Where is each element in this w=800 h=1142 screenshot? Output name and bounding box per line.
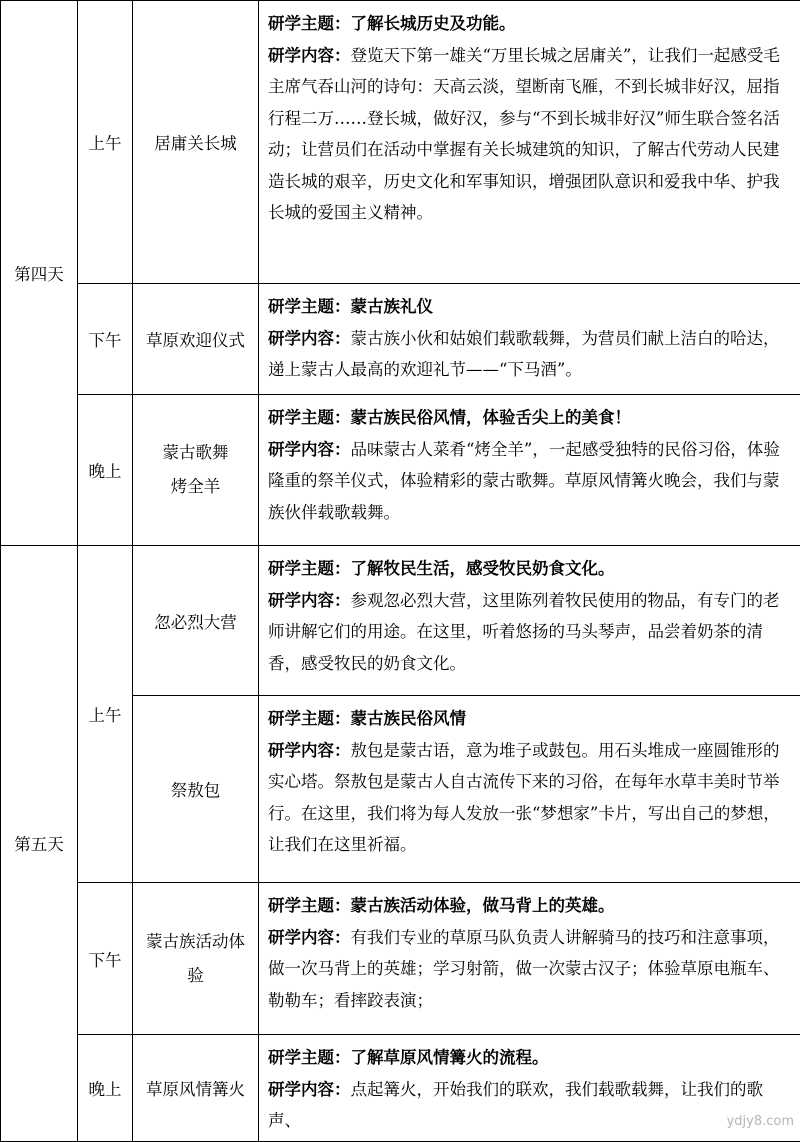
place-line-2: 验 (133, 959, 258, 993)
place-cell: 祭敖包 (133, 696, 259, 883)
theme-text: 了解长城历史及功能。 (351, 14, 516, 33)
table-row (1, 883, 800, 1035)
content-cell (259, 1035, 800, 1142)
place-cell (133, 395, 259, 546)
place-line-1: 蒙古歌舞 (133, 436, 258, 470)
content-label: 研学内容： (268, 46, 351, 65)
content-text: 品味蒙古人菜肴“烤全羊”，一起感受独特的民俗习俗，体验隆重的祭羊仪式，体验精彩的蒙古歌舞。草原风情篝火晚会，我们与蒙族伙伴载歌载舞。 (268, 440, 780, 522)
time-cell: 上午 (78, 546, 133, 883)
theme-label: 研学主题： (268, 14, 351, 33)
theme-label: 研学主题： (268, 709, 351, 728)
theme-label: 研学主题： (268, 297, 351, 316)
theme-label: 研学主题： (268, 559, 351, 578)
time-cell: 晚上 (78, 1035, 133, 1142)
place-cell: 草原欢迎仪式 (133, 284, 259, 395)
content-label: 研学内容： (268, 591, 351, 610)
content-text: 登览天下第一雄关“万里长城之居庸关”，让我们一起感受毛主席气吞山河的诗句：天高云淡，望断南飞雁，不到长城非好汉，屈指行程二万……登长城，做好汉，参与“不到长城非好汉”师生联合签名活动；让营员们在活动中掌握有关长城建筑的知识，了解古代劳动人民建造长城的艰辛，历史文化和军事知识，增强团队意识和爱我中华、护我长城的爱国主义精神。 (268, 46, 780, 223)
day-cell: 第五天 (1, 546, 78, 1142)
theme-text: 了解草原风情篝火的流程。 (351, 1048, 549, 1067)
content-cell (259, 696, 800, 883)
time-cell: 下午 (78, 883, 133, 1035)
theme-label: 研学主题： (268, 896, 351, 915)
content-label: 研学内容： (268, 440, 351, 459)
place-line-1: 蒙古族活动体 (133, 925, 258, 959)
place-cell: 忽必烈大营 (133, 546, 259, 696)
place-line-2: 烤全羊 (133, 470, 258, 504)
content-cell (259, 883, 800, 1035)
theme-text: 蒙古族礼仪 (351, 297, 434, 316)
place-cell: 草原风情篝火 (133, 1035, 259, 1142)
content-text: 有我们专业的草原马队负责人讲解骑马的技巧和注意事项，做一次马背上的英雄；学习射箭，做一次蒙古汉子；体验草原电瓶车、勒勒车；看摔跤表演； (268, 928, 780, 1010)
time-cell: 上午 (78, 1, 133, 284)
content-text: 参观忽必烈大营，这里陈列着牧民使用的物品，有专门的老师讲解它们的用途。在这里，听着悠扬的马头琴声，品尝着奶茶的清香，感受牧民的奶食文化。 (268, 591, 780, 673)
theme-label: 研学主题： (268, 408, 351, 427)
content-cell (259, 284, 800, 395)
content-cell (259, 1, 800, 284)
place-cell: 居庸关长城 (133, 1, 259, 284)
content-text: 敖包是蒙古语，意为堆子或鼓包。用石头堆成一座圆锥形的实心塔。祭敖包是蒙古人自古流传下来的习俗，在每年水草丰美时节举行。在这里，我们将为每人发放一张“梦想家”卡片，写出自己的梦想，让我们在这里祈福。 (268, 741, 780, 855)
table-row (1, 395, 800, 546)
theme-text: 蒙古族活动体验，做马背上的英雄。 (351, 896, 615, 915)
time-cell: 下午 (78, 284, 133, 395)
theme-text: 蒙古族民俗风情 (351, 709, 467, 728)
content-label: 研学内容： (268, 928, 351, 947)
content-text: 蒙古族小伙和姑娘们载歌载舞，为营员们献上洁白的哈达，递上蒙古人最高的欢迎礼节——“下马酒”。 (268, 329, 780, 380)
table-row (1, 1, 800, 284)
time-cell: 晚上 (78, 395, 133, 546)
table-row (1, 546, 800, 696)
content-text: 点起篝火，开始我们的联欢，我们载歌载舞，让我们的歌声、 (268, 1080, 763, 1131)
table-row (1, 1035, 800, 1142)
content-label: 研学内容： (268, 329, 351, 348)
theme-text: 蒙古族民俗风情，体验舌尖上的美食！ (351, 408, 632, 427)
place-cell (133, 883, 259, 1035)
table-row (1, 284, 800, 395)
content-label: 研学内容： (268, 1080, 351, 1099)
theme-label: 研学主题： (268, 1048, 351, 1067)
content-label: 研学内容： (268, 741, 351, 760)
theme-text: 了解牧民生活，感受牧民奶食文化。 (351, 559, 615, 578)
content-cell (259, 546, 800, 696)
content-cell (259, 395, 800, 546)
day-cell: 第四天 (1, 1, 78, 546)
watermark: ydjy8.com (727, 1114, 794, 1129)
